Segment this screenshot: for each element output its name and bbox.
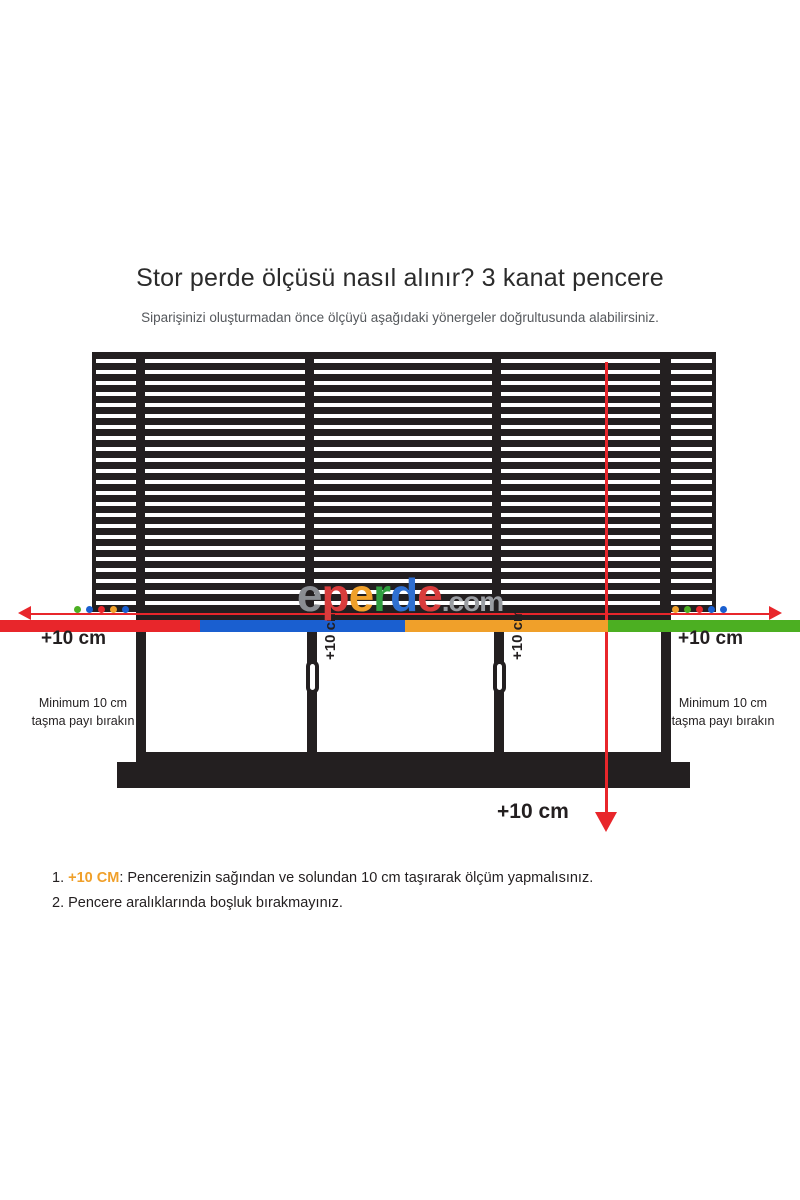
measure-label-right: +10 cm [678,628,743,649]
watermark-letter-d: d [390,569,418,621]
watermark-letter-e2: e [348,569,374,621]
note-right-line1: Minimum 10 cm [678,696,768,710]
footer-note-1-text: : Pencerenizin sağından ve solundan 10 cm taşırarak ölçüm yapmalısınız. [119,870,594,886]
arrow-down-icon [595,812,617,832]
footer-notes [52,866,752,917]
watermark-letter-p: p [321,569,349,621]
note-left-line2: taşma payı bırakın [31,714,135,729]
watermark-letter-r: r [373,569,391,621]
footer-note-2: 2. Pencere aralıklarında boşluk bırakmayınız. [52,895,343,912]
measure-label-left: +10 cm [41,628,106,649]
window-frame-lower [136,612,671,762]
note-right [648,694,798,730]
watermark-dotcom: .com [441,586,504,617]
window-handle-1-icon [306,660,319,694]
page-title: Stor perde ölçüsü nasıl alınır? 3 kanat pencere [136,264,664,292]
measure-label-bottom: +10 cm [497,800,569,823]
measure-label-vertical-1: +10 cm [322,608,339,660]
window-handle-2-icon [493,660,506,694]
page-subtitle: Siparişinizi oluşturmadan önce ölçüyü aşağıdaki yönergeler doğrultusunda alabilirsiniz. [141,310,659,325]
footer-note-1-highlight: +10 CM [68,870,120,886]
footer-note-1-number: 1. [52,870,65,886]
watermark-letter-e3: e [417,569,442,621]
note-left-line1: Minimum 10 cm [38,696,128,710]
measure-label-vertical-2: +10 cm [509,608,526,660]
note-left [8,694,158,730]
watermark-logo [0,568,800,622]
note-right-line2: taşma payı bırakın [671,714,775,729]
watermark-letter-e: e [296,569,322,621]
footer-note-1 [52,866,752,891]
